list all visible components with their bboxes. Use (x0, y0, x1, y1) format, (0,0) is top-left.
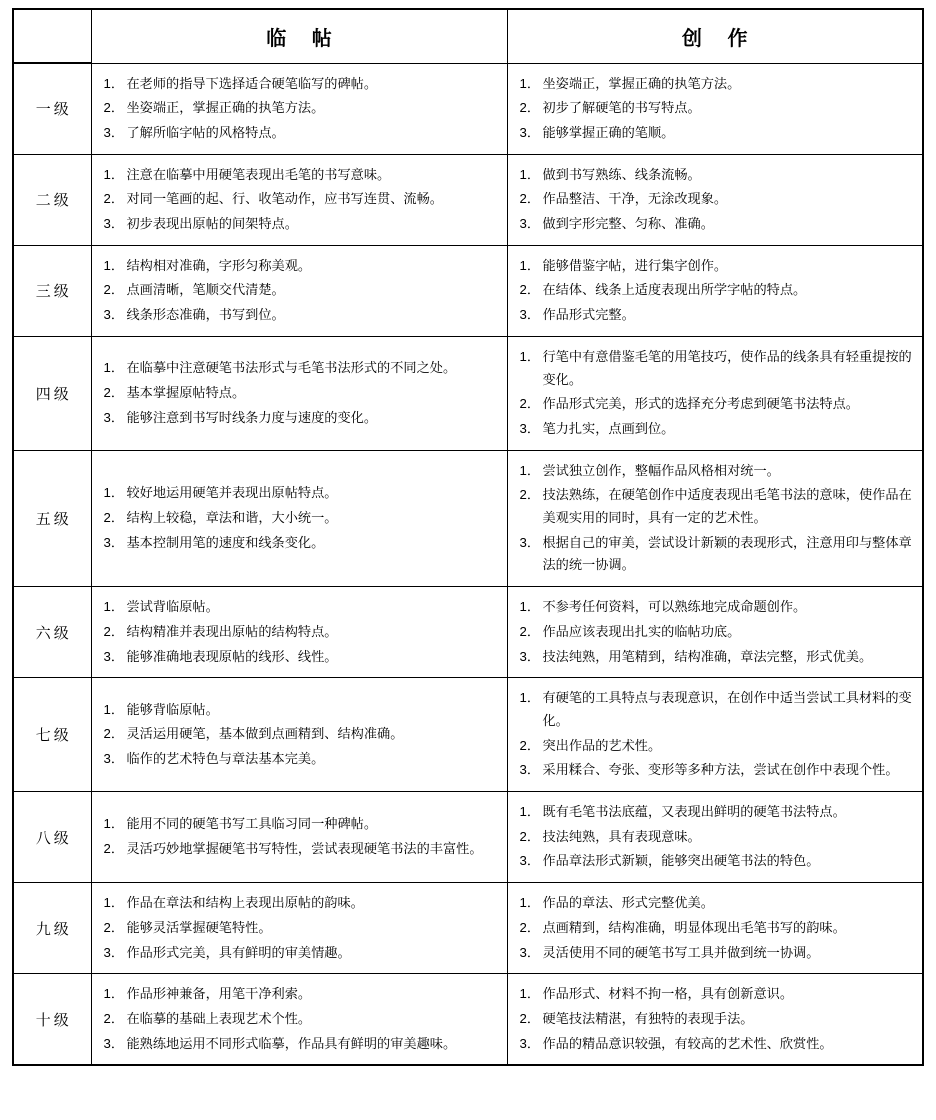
requirement-text: 能够掌握正确的笔顺。 (542, 124, 675, 140)
table-row (13, 154, 923, 245)
requirement-list (520, 460, 913, 578)
requirement-number: 1． (519, 986, 541, 1002)
level-cell: 六级 (13, 587, 91, 678)
requirement-list (104, 164, 497, 236)
requirement-number: 3． (103, 944, 125, 960)
create-requirements-cell (507, 974, 923, 1066)
requirement-number: 1． (519, 462, 541, 478)
requirement-item (104, 164, 497, 187)
requirement-number: 1． (519, 348, 541, 364)
requirement-number: 2． (519, 828, 541, 844)
requirement-list (104, 983, 497, 1055)
requirement-number: 3． (103, 534, 125, 550)
requirement-text: 能够灵活掌握硬笔特性。 (126, 919, 272, 935)
requirement-item (520, 942, 913, 965)
requirement-item (520, 983, 913, 1006)
requirement-list (104, 73, 497, 145)
copy-requirements-cell (91, 245, 507, 336)
level-cell: 八级 (13, 792, 91, 883)
column-header-copy: 临 帖 (91, 9, 507, 63)
requirement-text: 作品章法形式新颖，能够突出硬笔书法的特色。 (542, 853, 820, 869)
requirement-item (520, 460, 913, 483)
level-cell: 五级 (13, 450, 91, 587)
table-row (13, 792, 923, 883)
requirement-list (520, 73, 913, 145)
requirement-number: 1． (103, 257, 125, 273)
requirement-text: 坐姿端正，掌握正确的执笔方法。 (542, 75, 741, 91)
requirement-item (520, 346, 913, 391)
requirement-item (104, 407, 497, 430)
requirement-text: 点画清晰，笔顺交代清楚。 (126, 282, 285, 298)
requirement-item (104, 279, 497, 302)
requirement-item (104, 1008, 497, 1031)
requirement-item (104, 646, 497, 669)
requirement-number: 3． (519, 853, 541, 869)
requirement-text: 在临摹的基础上表现艺术个性。 (126, 1011, 312, 1026)
requirement-item (520, 917, 913, 940)
requirement-item (104, 188, 497, 211)
requirement-item (104, 122, 497, 145)
requirement-number: 3． (519, 648, 541, 664)
requirement-item (104, 983, 497, 1006)
requirement-number: 1． (519, 257, 541, 273)
requirement-item (520, 213, 913, 236)
requirement-text: 灵活巧妙地掌握硬笔书写特性，尝试表现硬笔书法的丰富性。 (126, 841, 483, 857)
requirement-text: 初步表现出原帖的间架特点。 (126, 216, 298, 232)
requirement-list (104, 892, 497, 964)
requirement-number: 2． (103, 623, 125, 639)
requirement-text: 较好地运用硬笔并表现出原帖特点。 (126, 485, 338, 501)
requirement-text: 基本掌握原帖特点。 (126, 384, 246, 400)
level-cell: 十级 (13, 974, 91, 1066)
requirement-item (104, 357, 497, 380)
requirement-text: 能够背临原帖。 (126, 701, 219, 717)
requirement-text: 既有毛笔书法底蕴，又表现出鲜明的硬笔书法特点。 (542, 804, 846, 820)
create-requirements-cell (507, 450, 923, 587)
requirement-number: 2． (519, 396, 541, 412)
copy-requirements-cell (91, 63, 507, 154)
requirement-item (520, 164, 913, 187)
requirement-number: 2． (519, 919, 541, 935)
table-row (13, 336, 923, 450)
requirement-text: 作品形神兼备，用笔干净利索。 (126, 986, 312, 1002)
requirement-text: 作品形式完美，形式的选择充分考虑到硬笔书法特点。 (542, 396, 859, 412)
requirement-item (104, 213, 497, 236)
requirement-item (520, 646, 913, 669)
requirement-list (520, 892, 913, 964)
requirement-number: 2． (519, 737, 541, 753)
level-cell: 七级 (13, 678, 91, 792)
requirement-text: 坐姿端正，掌握正确的执笔方法。 (126, 100, 325, 116)
table-row (13, 63, 923, 154)
copy-requirements-cell (91, 336, 507, 450)
requirement-text: 作品形式完美，具有鲜明的审美情趣。 (126, 944, 351, 960)
level-cell: 四级 (13, 336, 91, 450)
requirement-number: 2． (103, 282, 125, 298)
create-requirements-cell (507, 154, 923, 245)
requirement-number: 2． (103, 1011, 125, 1026)
requirement-number: 3． (103, 409, 125, 425)
requirement-text: 能够借鉴字帖，进行集字创作。 (542, 257, 728, 273)
requirement-number: 3． (519, 534, 541, 550)
level-cell: 三级 (13, 245, 91, 336)
requirement-text: 注意在临摹中用硬笔表现出毛笔的书写意味。 (126, 166, 391, 182)
requirement-text: 在结体、线条上适度表现出所学字帖的特点。 (542, 282, 807, 298)
requirement-item (104, 73, 497, 96)
requirement-text: 对同一笔画的起、行、收笔动作，应书写连贯、流畅。 (126, 191, 443, 207)
copy-requirements-cell (91, 587, 507, 678)
requirement-text: 在临摹中注意硬笔书法形式与毛笔书法形式的不同之处。 (126, 360, 457, 376)
copy-requirements-cell (91, 883, 507, 974)
requirement-text: 能够注意到书写时线条力度与速度的变化。 (126, 409, 378, 425)
table-row (13, 245, 923, 336)
requirement-text: 临作的艺术特色与章法基本完美。 (126, 751, 325, 767)
requirement-number: 2． (103, 726, 125, 742)
requirement-item (104, 748, 497, 771)
requirement-list (520, 346, 913, 441)
requirement-number: 2． (519, 100, 541, 116)
requirement-text: 作品整洁、干净，无涂改现象。 (542, 191, 728, 207)
requirement-text: 了解所临字帖的风格特点。 (126, 124, 285, 140)
requirement-item (104, 621, 497, 644)
requirement-number: 1． (103, 986, 125, 1002)
requirement-text: 做到字形完整、匀称、准确。 (542, 216, 714, 232)
requirement-number: 2． (103, 384, 125, 400)
requirement-number: 1． (519, 599, 541, 615)
requirement-item (104, 917, 497, 940)
copy-requirements-cell (91, 974, 507, 1066)
requirement-text: 能用不同的硬笔书写工具临习同一种碑帖。 (126, 816, 378, 832)
requirement-text: 采用糅合、夸张、变形等多种方法，尝试在创作中表现个性。 (542, 762, 899, 778)
table-row (13, 450, 923, 587)
requirement-item (520, 687, 913, 732)
create-requirements-cell (507, 883, 923, 974)
requirement-text: 行笔中有意借鉴毛笔的用笔技巧，使作品的线条具有轻重提按的变化。 (542, 348, 912, 387)
requirement-item (520, 188, 913, 211)
requirement-item (520, 892, 913, 915)
requirement-list (104, 596, 497, 668)
requirement-text: 作品的精品意识较强，有较高的艺术性、欣赏性。 (542, 1035, 833, 1051)
requirement-number: 2． (519, 1011, 541, 1026)
requirement-number: 2． (519, 282, 541, 298)
requirement-number: 1． (103, 599, 125, 615)
requirement-item (520, 735, 913, 758)
requirement-text: 在老师的指导下选择适合硬笔临写的碑帖。 (126, 75, 378, 91)
level-cell: 九级 (13, 883, 91, 974)
requirement-text: 有硬笔的工具特点与表现意识，在创作中适当尝试工具材料的变化。 (542, 690, 912, 728)
requirement-list (104, 482, 497, 554)
requirement-text: 做到书写熟练、线条流畅。 (542, 166, 701, 182)
requirement-list (104, 357, 497, 429)
requirement-number: 3． (519, 762, 541, 778)
requirement-number: 1． (103, 816, 125, 832)
requirement-list (520, 596, 913, 668)
requirement-list (520, 687, 913, 782)
level-cell: 一级 (13, 63, 91, 154)
requirement-text: 突出作品的艺术性。 (542, 737, 662, 753)
requirement-number: 2． (103, 100, 125, 116)
requirement-text: 初步了解硬笔的书写特点。 (542, 100, 701, 116)
requirement-item (104, 1033, 497, 1056)
requirement-item (104, 532, 497, 555)
requirement-item (104, 482, 497, 505)
requirement-text: 作品在章法和结构上表现出原帖的韵味。 (126, 895, 364, 911)
requirement-text: 硬笔技法精湛，有独特的表现手法。 (542, 1011, 754, 1026)
requirement-number: 3． (519, 420, 541, 436)
requirement-number: 1． (519, 895, 541, 911)
create-requirements-cell (507, 63, 923, 154)
requirement-number: 3． (103, 648, 125, 664)
requirement-text: 技法纯熟，具有表现意味。 (542, 828, 701, 844)
requirement-number: 3． (519, 1035, 541, 1051)
requirement-number: 1． (519, 75, 541, 91)
requirement-text: 作品的章法、形式完整优美。 (542, 895, 714, 911)
requirement-item (520, 122, 913, 145)
requirement-number: 2． (103, 191, 125, 207)
requirement-text: 结构相对准确，字形匀称美观。 (126, 257, 312, 273)
requirement-item (520, 596, 913, 619)
requirement-number: 2． (519, 487, 541, 503)
copy-requirements-cell (91, 450, 507, 587)
requirement-item (104, 942, 497, 965)
requirement-item (104, 699, 497, 722)
requirement-number: 1． (103, 75, 125, 91)
requirement-text: 能熟练地运用不同形式临摹，作品具有鲜明的审美趣味。 (126, 1035, 457, 1051)
requirement-list (520, 164, 913, 236)
table-row (13, 883, 923, 974)
requirement-item (520, 97, 913, 120)
requirement-text: 结构上较稳，章法和谐，大小统一。 (126, 510, 338, 526)
copy-requirements-cell (91, 154, 507, 245)
requirement-text: 根据自己的审美，尝试设计新颖的表现形式，注意用印与整体章法的统一协调。 (542, 534, 912, 573)
requirement-item (520, 484, 913, 529)
copy-requirements-cell (91, 678, 507, 792)
requirement-list (520, 255, 913, 327)
requirement-text: 基本控制用笔的速度和线条变化。 (126, 534, 325, 550)
level-cell: 二级 (13, 154, 91, 245)
create-requirements-cell (507, 678, 923, 792)
requirement-item (104, 723, 497, 746)
requirement-number: 3． (519, 944, 541, 960)
table-header-row (13, 9, 923, 63)
requirement-item (104, 255, 497, 278)
requirement-number: 3． (519, 307, 541, 323)
requirement-text: 笔力扎实，点画到位。 (542, 420, 675, 436)
table-row (13, 587, 923, 678)
requirement-number: 2． (103, 841, 125, 857)
requirement-number: 2． (519, 623, 541, 639)
requirement-number: 3． (103, 307, 125, 323)
requirement-item (104, 813, 497, 836)
table-row (13, 974, 923, 1066)
requirement-number: 1． (103, 895, 125, 911)
requirement-text: 作品形式完整。 (542, 307, 635, 323)
requirement-text: 不参考任何资料，可以熟练地完成命题创作。 (542, 599, 807, 615)
requirement-item (104, 892, 497, 915)
requirement-item (520, 801, 913, 824)
grade-standards-table (12, 8, 924, 1066)
requirement-number: 1． (103, 701, 125, 717)
create-requirements-cell (507, 245, 923, 336)
requirement-text: 技法纯熟，用笔精到，结构准确，章法完整，形式优美。 (542, 648, 873, 664)
create-requirements-cell (507, 336, 923, 450)
requirement-item (104, 596, 497, 619)
requirement-number: 1． (519, 804, 541, 820)
requirement-list (104, 699, 497, 771)
create-requirements-cell (507, 587, 923, 678)
requirement-item (520, 532, 913, 577)
requirement-number: 1． (519, 166, 541, 182)
requirement-list (104, 255, 497, 327)
requirement-item (520, 255, 913, 278)
requirement-item (520, 73, 913, 96)
copy-requirements-cell (91, 792, 507, 883)
requirement-list (520, 801, 913, 873)
requirement-text: 技法熟练，在硬笔创作中适度表现出毛笔书法的意味，使作品在美观实用的同时，具有一定的艺术性。 (542, 487, 912, 526)
create-requirements-cell (507, 792, 923, 883)
requirement-number: 1． (103, 485, 125, 501)
requirement-number: 2． (103, 510, 125, 526)
table-body (13, 63, 923, 1065)
requirement-text: 尝试独立创作，整幅作品风格相对统一。 (542, 462, 780, 478)
requirement-text: 灵活使用不同的硬笔书写工具并做到统一协调。 (542, 944, 820, 960)
requirement-number: 2． (103, 919, 125, 935)
requirement-item (520, 1033, 913, 1056)
requirement-number: 1． (519, 690, 541, 706)
requirement-text: 尝试背临原帖。 (126, 599, 219, 615)
column-header-create: 创 作 (507, 9, 923, 63)
requirement-item (520, 1008, 913, 1031)
table-header (13, 9, 923, 63)
requirement-item (104, 304, 497, 327)
requirement-text: 灵活运用硬笔，基本做到点画精到、结构准确。 (126, 726, 404, 742)
requirement-number: 1． (103, 360, 125, 376)
requirement-list (520, 983, 913, 1055)
requirement-item (520, 418, 913, 441)
requirement-number: 1． (103, 166, 125, 182)
requirement-text: 作品应该表现出扎实的临帖功底。 (542, 623, 741, 639)
requirement-item (520, 393, 913, 416)
requirement-text: 线条形态准确，书写到位。 (126, 307, 285, 323)
requirement-number: 3． (103, 1035, 125, 1051)
requirement-item (104, 382, 497, 405)
requirement-item (520, 621, 913, 644)
requirement-text: 结构精准并表现出原帖的结构特点。 (126, 623, 338, 639)
requirement-number: 3． (103, 751, 125, 767)
requirement-item (520, 850, 913, 873)
requirement-item (104, 507, 497, 530)
requirement-number: 3． (103, 216, 125, 232)
table-row (13, 678, 923, 792)
requirement-number: 2． (519, 191, 541, 207)
requirement-list (104, 813, 497, 860)
requirement-item (104, 838, 497, 861)
requirement-number: 3． (519, 216, 541, 232)
requirement-item (520, 279, 913, 302)
requirement-text: 能够准确地表现原帖的线形、线性。 (126, 648, 338, 664)
requirement-item (520, 304, 913, 327)
requirement-text: 作品形式、材料不拘一格，具有创新意识。 (542, 986, 794, 1002)
requirement-text: 点画精到，结构准确，明显体现出毛笔书写的韵味。 (542, 919, 846, 935)
requirement-item (520, 826, 913, 849)
column-header-level (13, 9, 91, 63)
requirement-number: 3． (103, 124, 125, 140)
requirement-number: 3． (519, 124, 541, 140)
requirement-item (104, 97, 497, 120)
requirement-item (520, 759, 913, 782)
